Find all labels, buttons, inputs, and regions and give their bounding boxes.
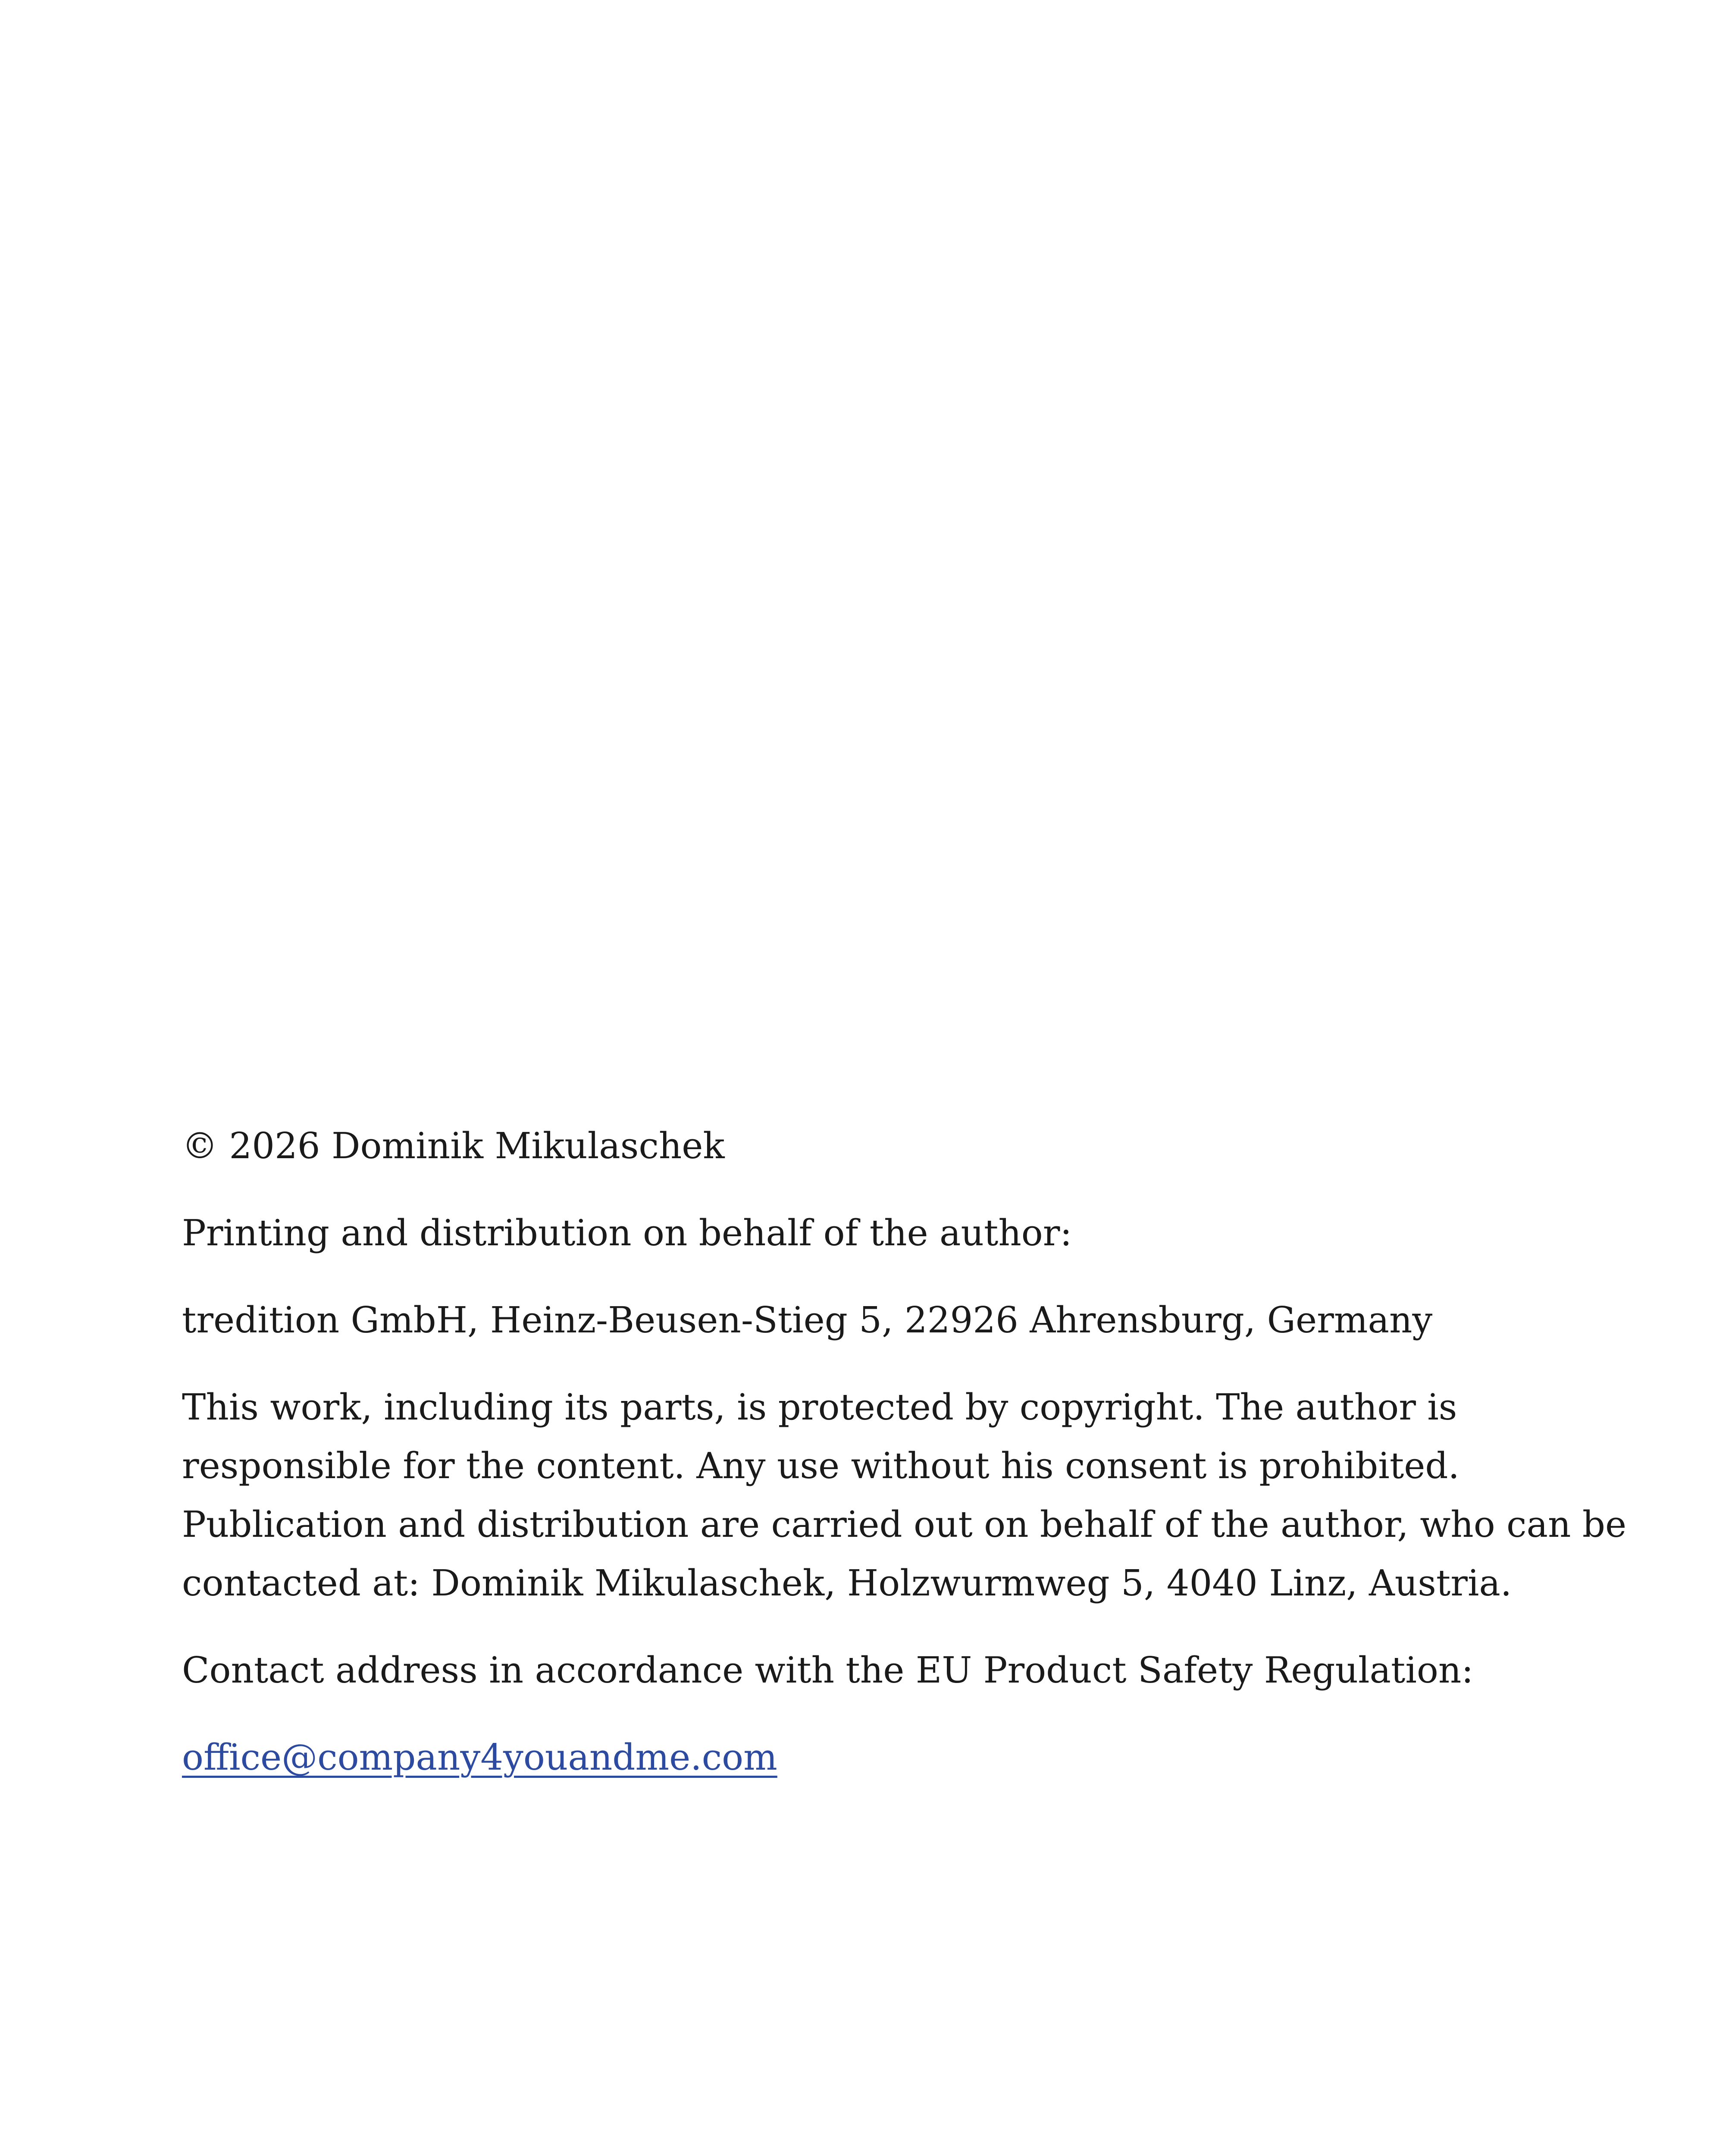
printing-intro: Printing and distribution on behalf of the author: xyxy=(182,1212,1072,1254)
notice-line: contacted at: Dominik Mikulaschek, Holzwurmweg 5, 4040 Linz, Austria. xyxy=(182,1562,1512,1604)
imprint-block xyxy=(182,1117,1627,1815)
notice-line: responsible for the content. Any use without his consent is prohibited. xyxy=(182,1445,1460,1487)
notice-line: This work, including its parts, is protected by copyright. The author is xyxy=(182,1386,1457,1428)
publisher-address: tredition GmbH, Heinz-Beusen-Stieg 5, 22926 Ahrensburg, Germany xyxy=(182,1299,1433,1341)
notice-line: Publication and distribution are carried out on behalf of the author, who can be xyxy=(182,1504,1627,1545)
contact-email-line xyxy=(182,1728,1562,1787)
contact-intro: Contact address in accordance with the EU Product Safety Regulation: xyxy=(182,1649,1474,1691)
contact-email-link[interactable]: office@company4youandme.com xyxy=(182,1736,777,1778)
copyright-notice xyxy=(182,1378,1627,1613)
copyright-line: © 2026 Dominik Mikulaschek xyxy=(182,1125,725,1167)
